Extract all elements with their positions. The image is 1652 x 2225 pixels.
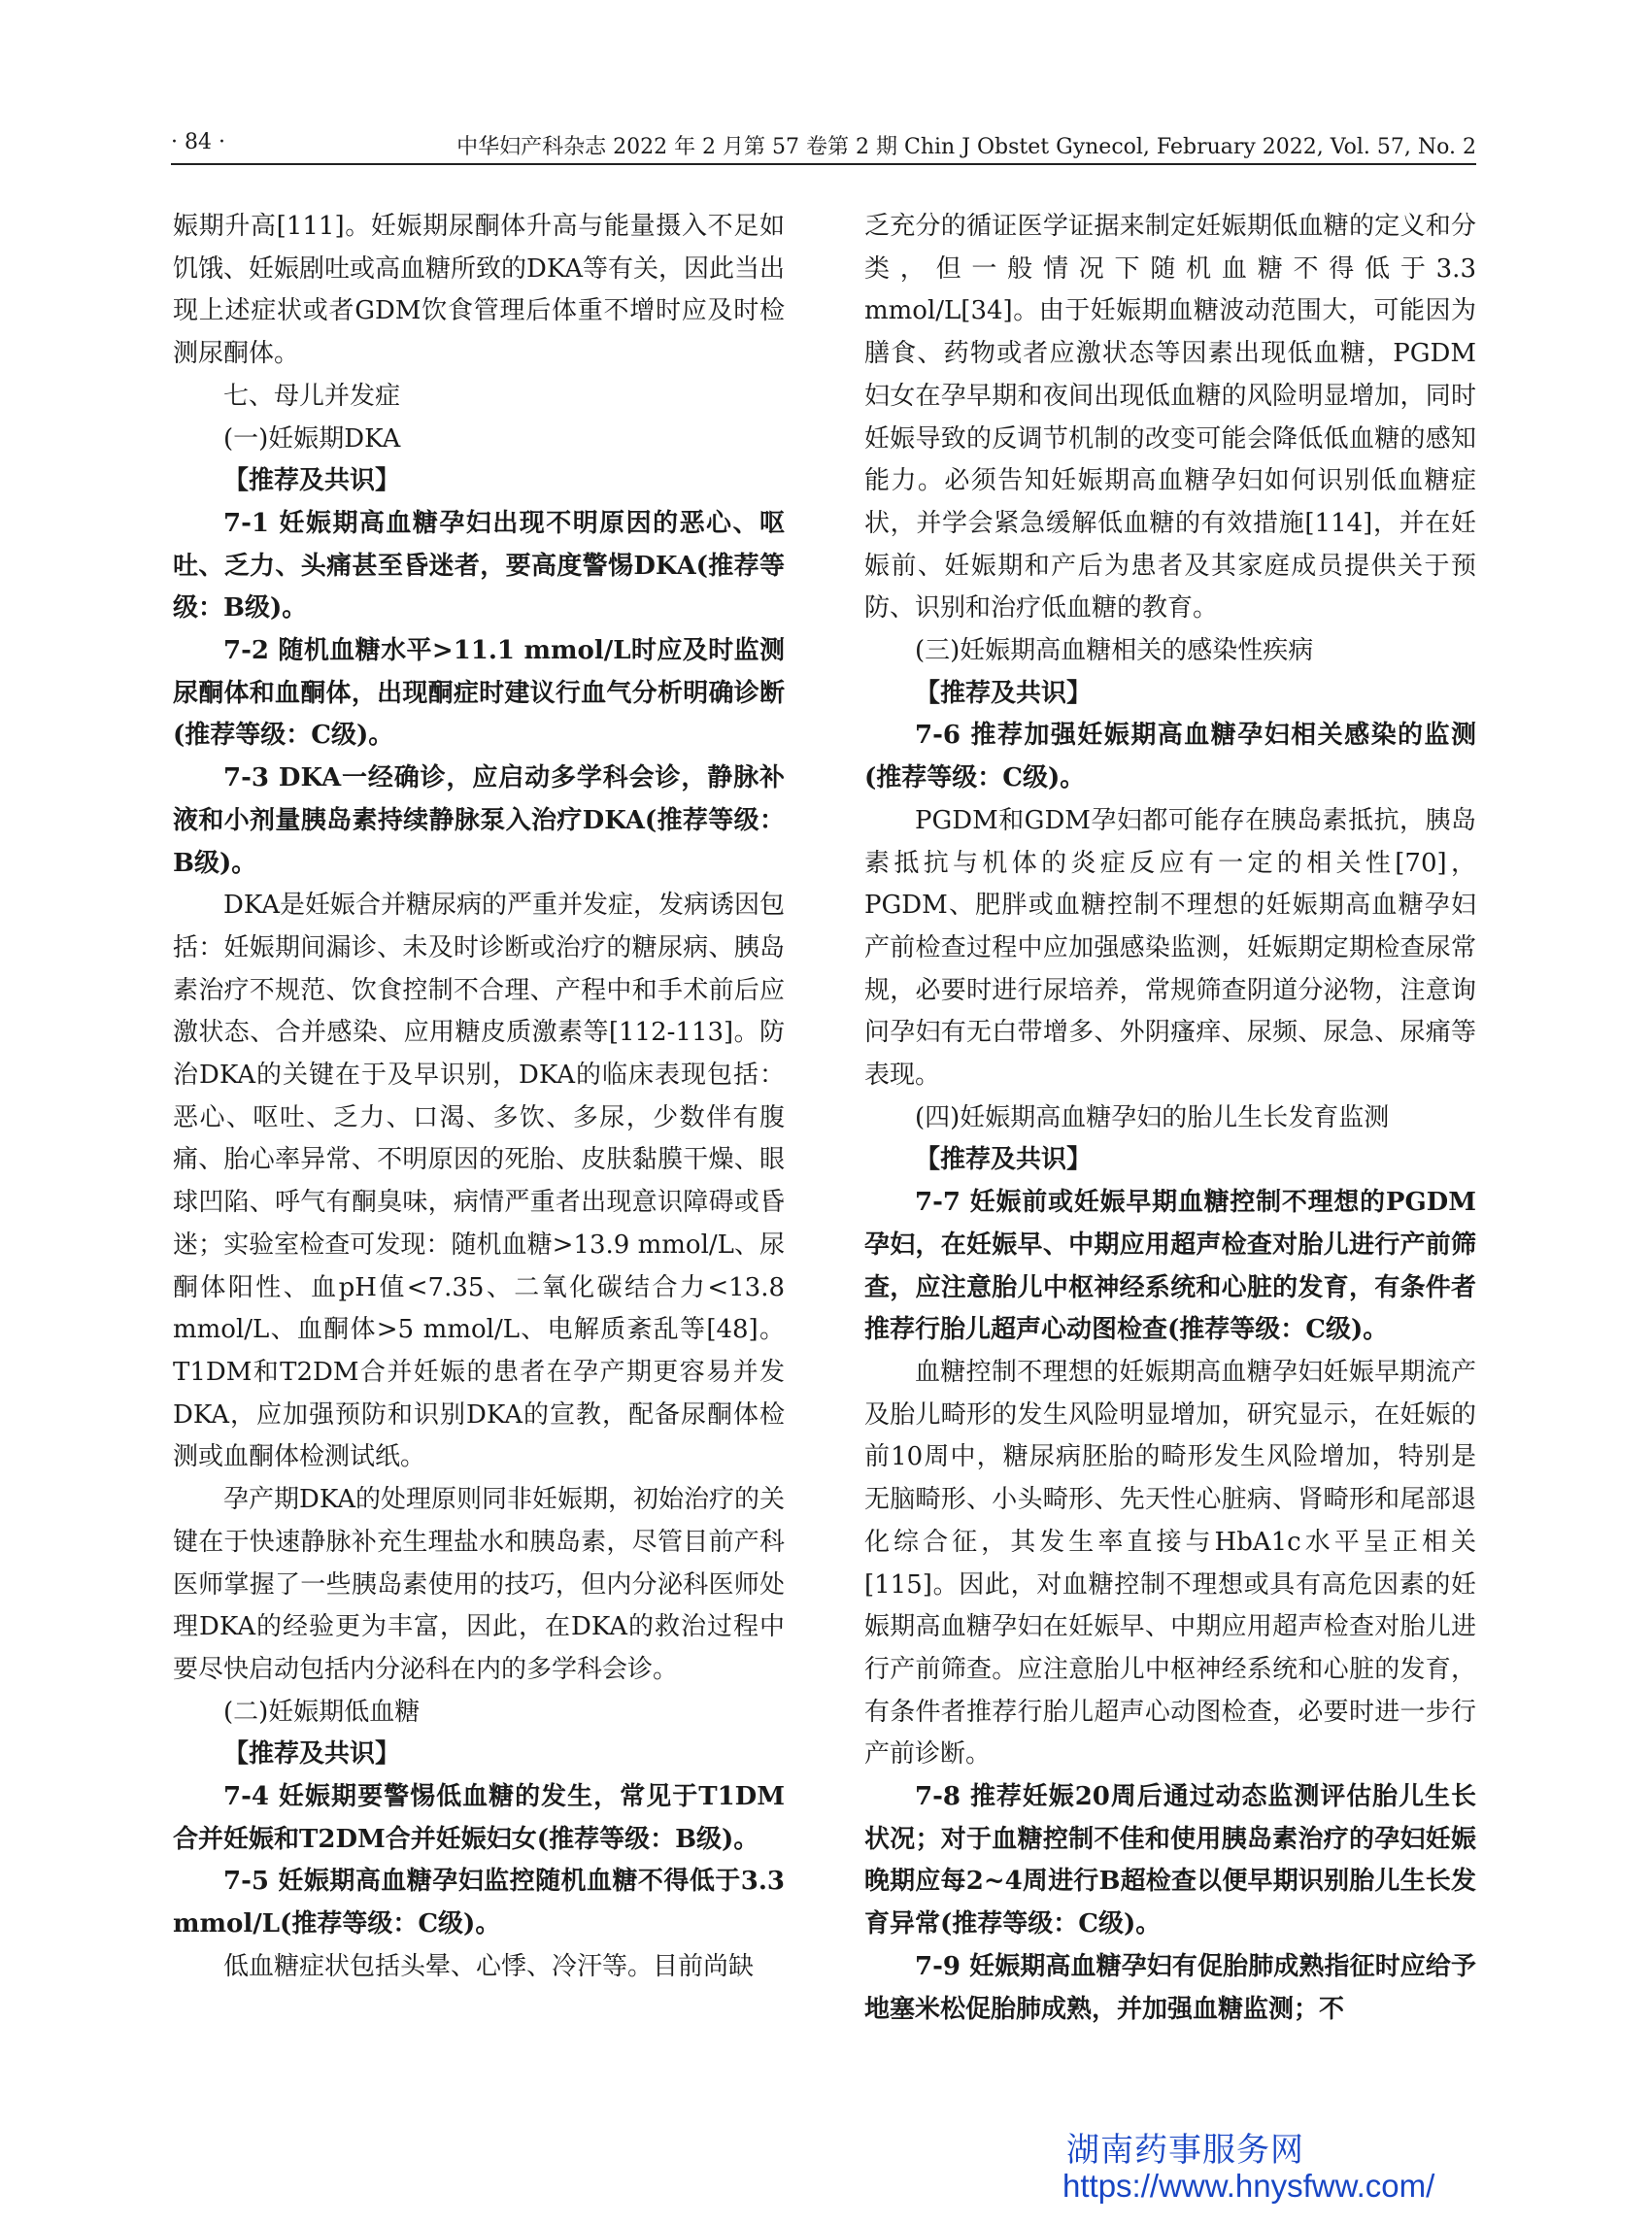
watermark-site-name: 湖南药事服务网 — [1066, 2131, 1304, 2170]
watermark-url[interactable]: https://www.hnysfww.com/ — [1062, 2168, 1435, 2204]
subsection-heading: (二)妊娠期低血糖 — [223, 1697, 421, 1727]
paragraph: 低血糖症状包括头晕、心悸、冷汗等。目前尚缺 — [223, 1951, 755, 1981]
paragraph: DKA是妊娠合并糖尿病的严重并发症，发病诱因包括：妊娠期间漏诊、未及时诊断或治疗的糖尿病、胰岛素治疗不规范、饮食控制不合理、产程中和手术前后应激状态、合并感染、应用糖皮质激素等[112-113]。防治DKA的关键在于及早识别，DKA的临床表现包括：恶心、呕吐、乏力、口渴、多饮、多尿，少数伴有腹痛、胎心率异常、不明原因的死胎、皮肤黏膜干燥、眼球凹陷、呼气有酮臭味，病情严重者出现意识障碍或昏迷；实验室检查可发现：随机血糖>13.9 mmol/L、尿酮体阳性、血pH值<7.35、二氧化碳结合力<13.8 mmol/L、血酮体>5 mmol/L、电解质紊乱等[48]。T1DM和T2DM合并妊娠的患者在孕产期更容易并发DKA，应加强预防和识别DKA的宣教，配备尿酮体检测或血酮体检测试纸。 — [173, 891, 785, 1472]
subsection-heading: (一)妊娠期DKA — [223, 423, 401, 454]
recommendation-item: 7-7 妊娠前或妊娠早期血糖控制不理想的PGDM孕妇，在妊娠早、中期应用超声检查对胎儿进行产前筛查，应注意胎儿中枢神经系统和心脏的发育，有条件者推荐行胎儿超声心动图检查(推荐等级：C级)。 — [864, 1188, 1476, 1345]
recommendation-label: 【推荐及共识】 — [223, 1739, 401, 1770]
page-header — [171, 124, 1476, 165]
subsection-heading: (四)妊娠期高血糖孕妇的胎儿生长发育监测 — [915, 1102, 1390, 1132]
right-column — [864, 206, 1476, 2031]
recommendation-label: 【推荐及共识】 — [223, 466, 401, 496]
subsection-heading: (三)妊娠期高血糖相关的感染性疾病 — [915, 636, 1314, 666]
recommendation-item: 7-6 推荐加强妊娠期高血糖孕妇相关感染的监测(推荐等级：C级)。 — [864, 721, 1476, 793]
paragraph: 孕产期DKA的处理原则同非妊娠期，初始治疗的关键在于快速静脉补充生理盐水和胰岛素，尽管目前产科医师掌握了一些胰岛素使用的技巧，但内分泌科医师处理DKA的经验更为丰富，因此，在DKA的救治过程中要尽快启动包括内分泌科在内的多学科会诊。 — [173, 1485, 785, 1684]
section-heading: 七、母儿并发症 — [223, 381, 401, 411]
recommendation-item: 7-8 推荐妊娠20周后通过动态监测评估胎儿生长状况；对于血糖控制不佳和使用胰岛素治疗的孕妇妊娠晚期应每2~4周进行B超检查以便早期识别胎儿生长发育异常(推荐等级：C级)。 — [864, 1782, 1476, 1939]
recommendation-item: 7-3 DKA一经确诊，应启动多学科会诊，静脉补液和小剂量胰岛素持续静脉泵入治疗DKA(推荐等级：B级)。 — [173, 763, 785, 878]
paragraph: PGDM和GDM孕妇都可能存在胰岛素抵抗，胰岛素抵抗与机体的炎症反应有一定的相关性[70]，PGDM、肥胖或血糖控制不理想的妊娠期高血糖孕妇产前检查过程中应加强感染监测，妊娠期定期检查尿常规，必要时进行尿培养，常规筛查阴道分泌物，注意询问孕妇有无白带增多、外阴瘙痒、尿频、尿急、尿痛等表现。 — [864, 805, 1476, 1091]
recommendation-item: 7-2 随机血糖水平>11.1 mmol/L时应及时监测尿酮体和血酮体，出现酮症时建议行血气分析明确诊断(推荐等级：C级)。 — [173, 636, 785, 751]
recommendation-label: 【推荐及共识】 — [915, 1145, 1093, 1175]
paragraph: 乏充分的循证医学证据来制定妊娠期低血糖的定义和分类，但一般情况下随机血糖不得低于3.3 mmol/L[34]。由于妊娠期血糖波动范围大，可能因为膳食、药物或者应激状态等因素出现低血糖，PGDM妇女在孕早期和夜间出现低血糖的风险明显增加，同时妊娠导致的反调节机制的改变可能会降低低血糖的感知能力。必须告知妊娠期高血糖孕妇如何识别低血糖症状，并学会紧急缓解低血糖的有效措施[114]，并在妊娠前、妊娠期和产后为患者及其家庭成员提供关于预防、识别和治疗低血糖的教育。 — [864, 212, 1476, 624]
recommendation-label: 【推荐及共识】 — [915, 678, 1093, 708]
page-number: · 84 · — [171, 130, 225, 154]
paragraph: 血糖控制不理想的妊娠期高血糖孕妇妊娠早期流产及胎儿畸形的发生风险明显增加，研究显示，在妊娠的前10周中，糖尿病胚胎的畸形发生风险增加，特别是无脑畸形、小头畸形、先天性心脏病、肾畸形和尾部退化综合征，其发生率直接与HbA1c水平呈正相关[115]。因此，对血糖控制不理想或具有高危因素的妊娠期高血糖孕妇在妊娠早、中期应用超声检查对胎儿进行产前筛查。应注意胎儿中枢神经系统和心脏的发育，有条件者推荐行胎儿超声心动图检查，必要时进一步行产前诊断。 — [864, 1357, 1476, 1770]
paragraph: 娠期升高[111]。妊娠期尿酮体升高与能量摄入不足如饥饿、妊娠剧吐或高血糖所致的DKA等有关，因此当出现上述症状或者GDM饮食管理后体重不增时应及时检测尿酮体。 — [173, 212, 785, 369]
recommendation-item: 7-1 妊娠期高血糖孕妇出现不明原因的恶心、呕吐、乏力、头痛甚至昏迷者，要高度警惕DKA(推荐等级：B级)。 — [173, 508, 785, 624]
recommendation-item: 7-4 妊娠期要警惕低血糖的发生，常见于T1DM合并妊娠和T2DM合并妊娠妇女(推荐等级：B级)。 — [173, 1782, 785, 1854]
left-column — [173, 206, 785, 1989]
recommendation-item: 7-9 妊娠期高血糖孕妇有促胎肺成熟指征时应给予地塞米松促胎肺成熟，并加强血糖监测；不 — [864, 1951, 1476, 2024]
recommendation-item: 7-5 妊娠期高血糖孕妇监控随机血糖不得低于3.3 mmol/L(推荐等级：C级)。 — [173, 1867, 785, 1939]
journal-citation: 中华妇产科杂志 2022 年 2 月第 57 卷第 2 期 Chin J Obstet Gynecol, February 2022, Vol. 57, No. 2 — [456, 135, 1476, 159]
